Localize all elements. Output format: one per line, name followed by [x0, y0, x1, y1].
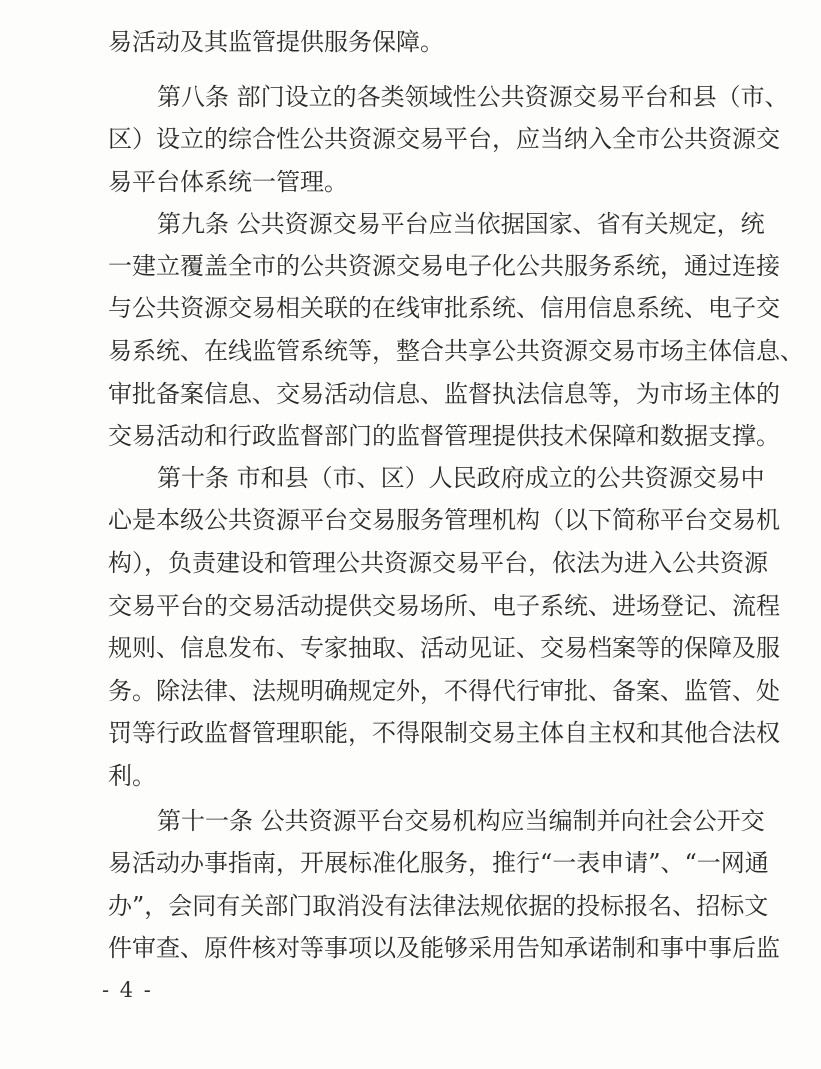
- article-10-first-line: 第十条 市和县（市、区）人民政府成立的公共资源交易中: [157, 464, 765, 492]
- text-line: 交易活动和行政监督部门的监督管理提供技术保障和数据支撑。: [108, 422, 780, 450]
- text-line: 规则、信息发布、专家抽取、活动见证、交易档案等的保障及服: [108, 634, 780, 662]
- text-line: 区）设立的综合性公共资源交易平台，应当纳入全市公共资源交: [108, 125, 780, 153]
- text-line: 件审查、原件核对等事项以及能够采用告知承诺制和事中事后监: [108, 934, 780, 962]
- article-11-first-line: 第十一条 公共资源平台交易机构应当编制并向社会公开交: [157, 807, 765, 835]
- text-line: 心是本级公共资源平台交易服务管理机构（以下简称平台交易机: [108, 506, 780, 534]
- text-line: 罚等行政监督管理职能，不得限制交易主体自主权和其他合法权: [108, 719, 780, 747]
- article-8-first-line: 第八条 部门设立的各类领域性公共资源交易平台和县（市、: [157, 83, 789, 111]
- text-line: 易系统、在线监管系统等，整合共享公共资源交易市场主体信息、: [108, 337, 804, 365]
- text-line: 务。除法律、法规明确规定外，不得代行审批、备案、监管、处: [108, 677, 780, 705]
- text-line: 一建立覆盖全市的公共资源交易电子化公共服务系统，通过连接: [108, 252, 780, 280]
- text-line: 利。: [108, 762, 156, 790]
- article-9-first-line: 第九条 公共资源交易平台应当依据国家、省有关规定，统: [157, 210, 765, 238]
- text-line: 构），负责建设和管理公共资源交易平台，依法为进入公共资源: [108, 549, 768, 577]
- text-line: 易平台体系统一管理。: [108, 168, 348, 196]
- text-line: 与公共资源交易相关联的在线审批系统、信用信息系统、电子交: [108, 294, 780, 322]
- page-number: - 4 -: [102, 978, 153, 1002]
- text-line: 办”，会同有关部门取消没有法律法规依据的投标报名、招标文: [108, 892, 769, 920]
- text-line: 易活动及其监管提供服务保障。: [108, 28, 444, 56]
- text-line: 审批备案信息、交易活动信息、监督执法信息等，为市场主体的: [108, 380, 780, 408]
- text-line: 易活动办事指南，开展标准化服务，推行“一表申请”、“一网通: [108, 849, 769, 877]
- text-line: 交易平台的交易活动提供交易场所、电子系统、进场登记、流程: [108, 592, 780, 620]
